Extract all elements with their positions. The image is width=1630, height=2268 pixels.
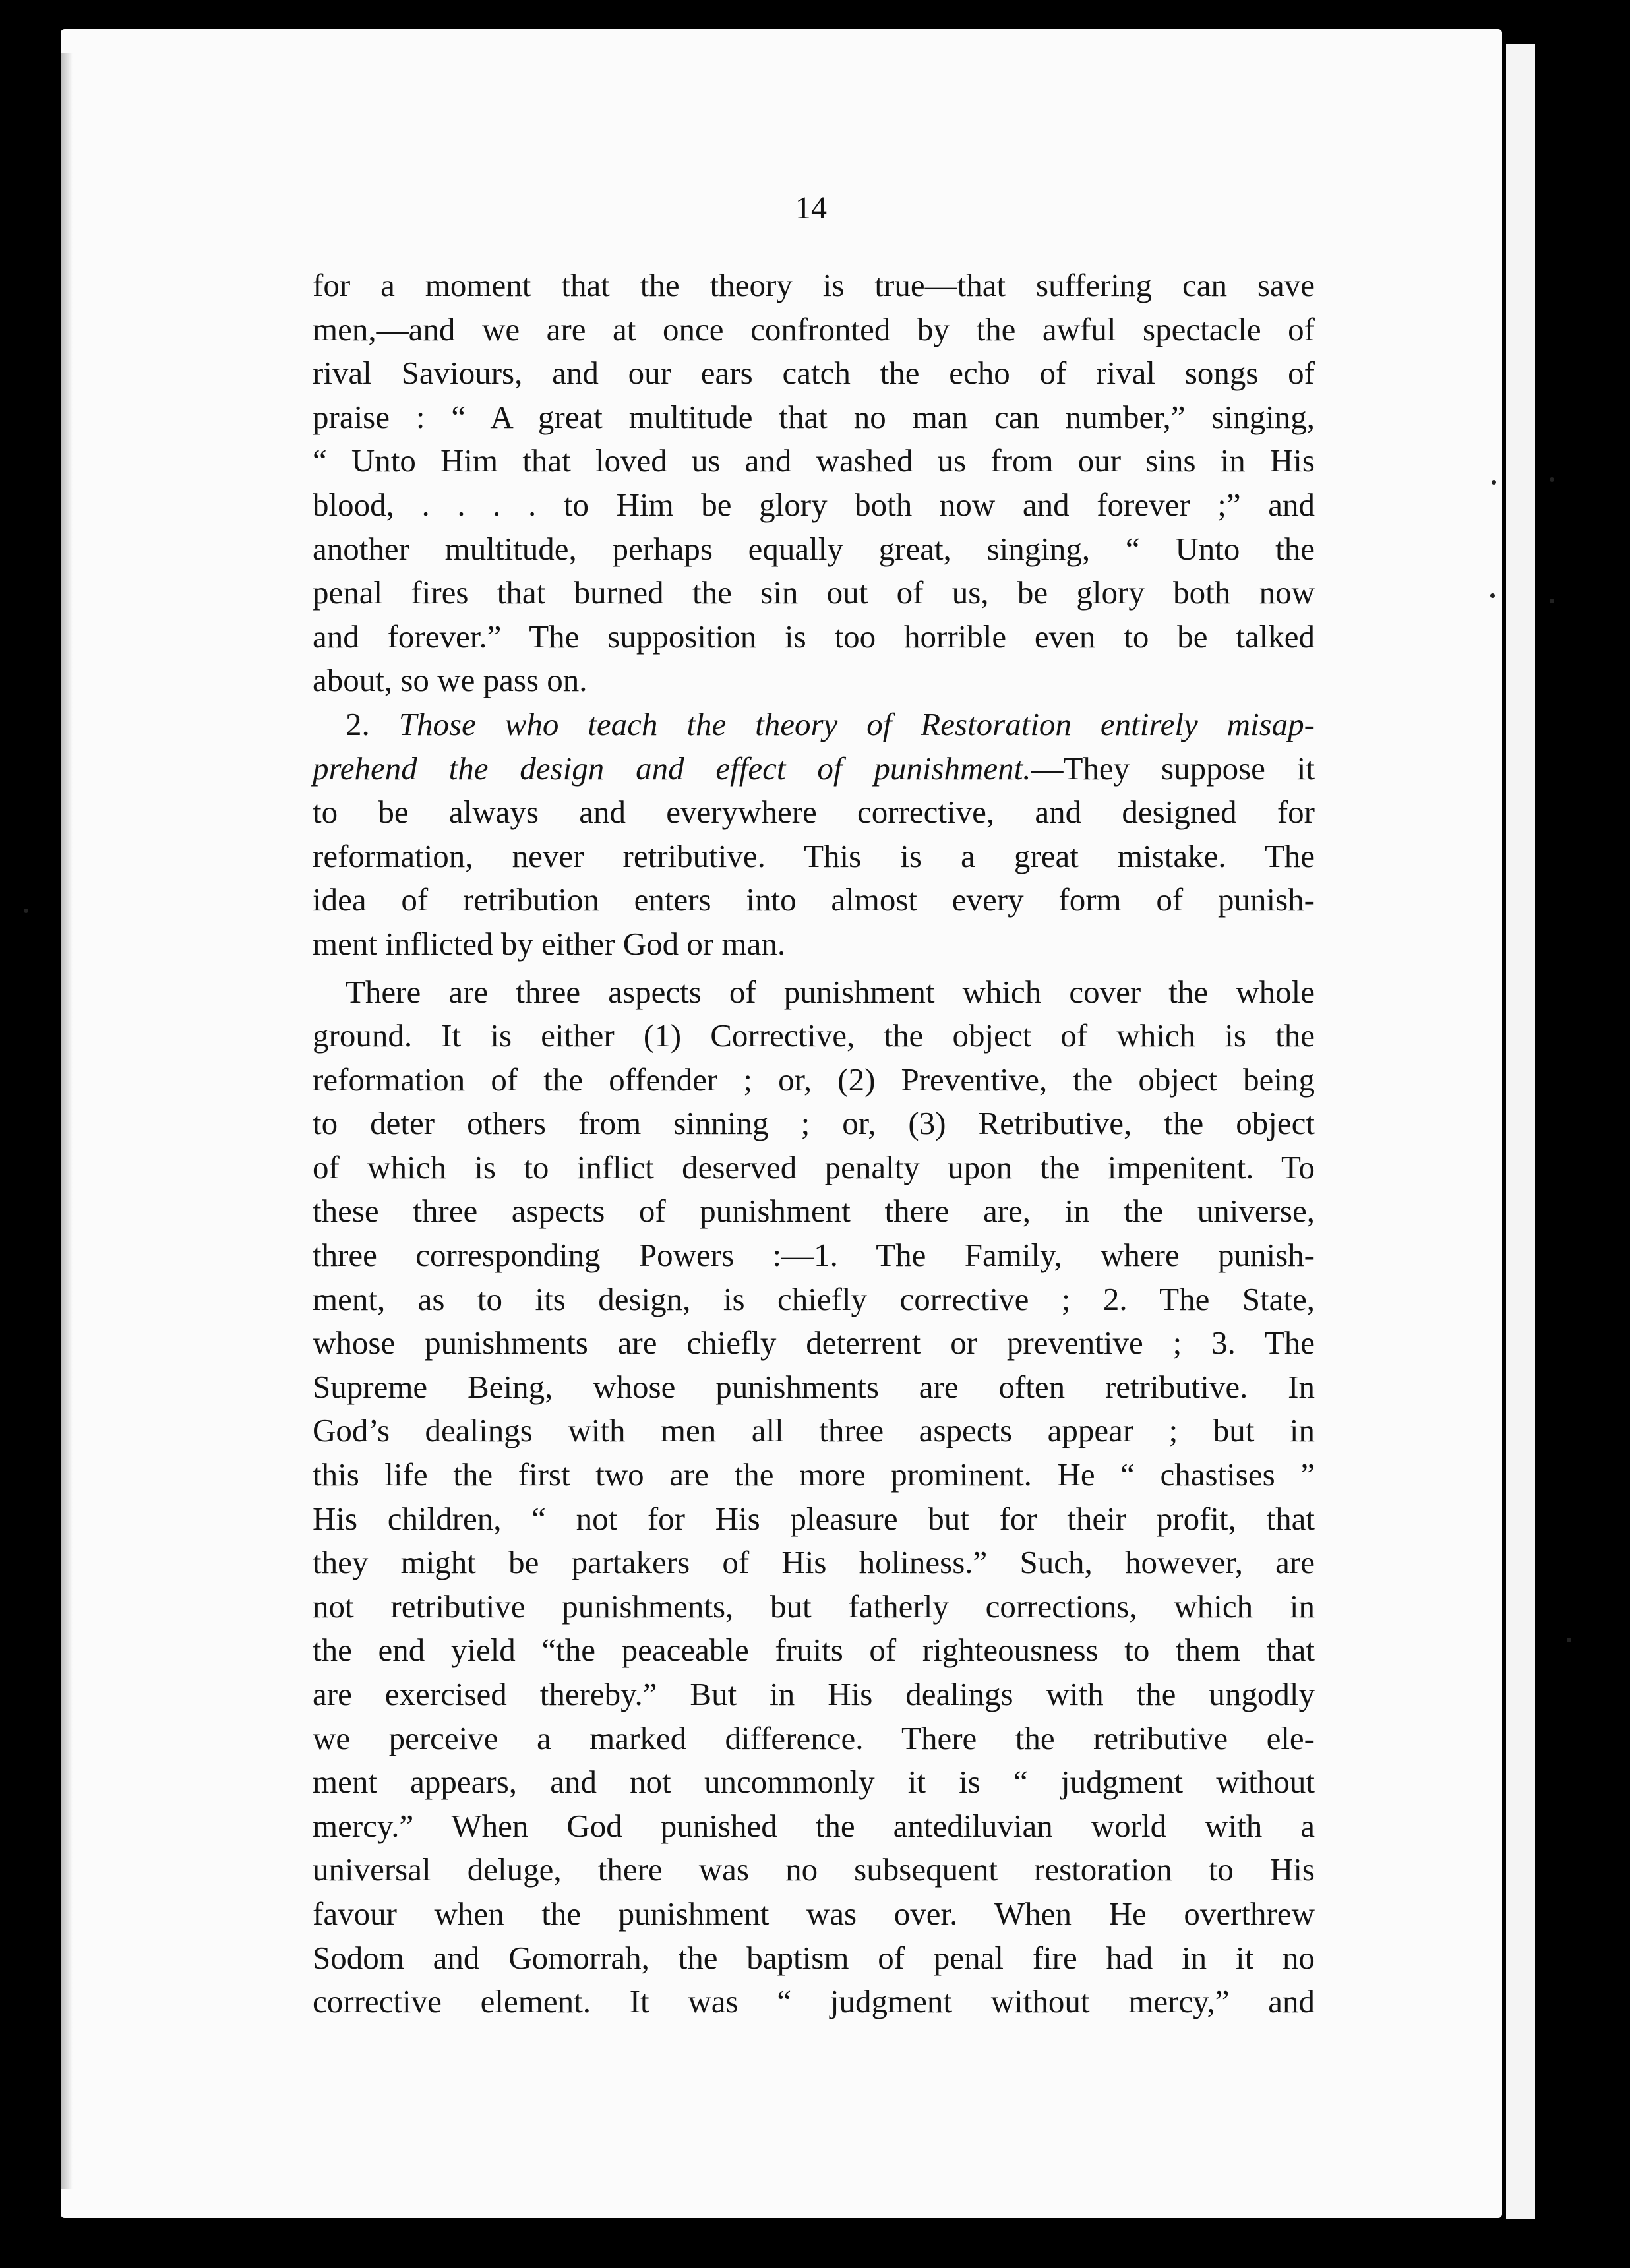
text-line: another multitude, perhaps equally great, singing, “ Unto the (313, 530, 1315, 567)
text-line: three corresponding Powers :—1. The Family, where punish- (313, 1237, 1315, 1274)
text-line: There are three aspects of punishment which cover the whole (346, 973, 1315, 1010)
text-line: they might be partakers of His holiness.” Such, however, are (313, 1544, 1315, 1581)
text-line: God’s dealings with men all three aspects appear ; but in (313, 1412, 1315, 1449)
text-line: to be always and everywhere corrective, and designed for (313, 794, 1315, 831)
text-line: corrective element. It was “ judgment without mercy,” and (313, 1983, 1315, 2020)
text-line: mercy.” When God punished the antediluvian world with a (313, 1807, 1315, 1844)
text-line: for a moment that the theory is true—that suffering can save (313, 267, 1315, 303)
text-line: favour when the punishment was over. When He overthrew (313, 1895, 1315, 1932)
text-run: —They suppose it (1031, 750, 1315, 787)
italic-heading: prehend the design and effect of punishment. (313, 750, 1031, 787)
text-line: about, so we pass on. (313, 662, 588, 699)
text-line: ment appears, and not uncommonly it is “ judgment without (313, 1764, 1315, 1801)
text-line: we perceive a marked difference. There the retributive ele- (313, 1719, 1315, 1756)
paragraph-2-heading-line (313, 703, 1315, 747)
text-line: idea of retribution enters into almost every form of punish- (313, 881, 1315, 918)
scan-speck (1492, 480, 1496, 485)
text-line: not retributive punishments, but fatherly corrections, which in (313, 1588, 1315, 1625)
text-line: ment, as to its design, is chiefly corrective ; 2. The State, (313, 1280, 1315, 1317)
text-line: whose punishments are chiefly deterrent or preventive ; 3. The (313, 1325, 1315, 1361)
text-line: universal deluge, there was no subsequent restoration to His (313, 1851, 1315, 1888)
text-line: ground. It is either (1) Corrective, the object of which is the (313, 1017, 1315, 1054)
text-line: this life the first two are the more prominent. He “ chastises ” (313, 1456, 1315, 1493)
scan-speck (1550, 477, 1554, 482)
text-line: of which is to inflict deserved penalty upon the impenitent. To (313, 1149, 1315, 1185)
text-line: ment inflicted by either God or man. (313, 925, 786, 962)
scan-speck (1490, 593, 1495, 598)
text-line: reformation of the offender ; or, (2) Preventive, the object being (313, 1061, 1315, 1098)
text-line: reformation, never retributive. This is a great mistake. The (313, 837, 1315, 874)
italic-heading: Those who teach the theory of Restoration entirely misap- (398, 705, 1315, 742)
text-line: and forever.” The supposition is too horrible even to be talked (313, 618, 1315, 655)
text-line: men,—and we are at once confronted by the awful spectacle of (313, 311, 1315, 347)
paragraph-number: 2. (346, 705, 370, 742)
scan-speck (24, 909, 28, 913)
text-line: praise : “ A great multitude that no man can number,” singing, (313, 398, 1315, 435)
text-line: are exercised thereby.” But in His dealings with the ungodly (313, 1676, 1315, 1712)
text-line: these three aspects of punishment there are, in the universe, (313, 1193, 1315, 1230)
text-line: rival Saviours, and our ears catch the echo of rival songs of (313, 355, 1315, 392)
paragraph-2-heading-line (313, 747, 1315, 791)
body-text (313, 264, 1315, 2024)
scan-speck (1567, 1638, 1571, 1642)
text-line: blood, . . . . to Him be glory both now and forever ;” and (313, 486, 1315, 523)
page-number: 14 (795, 191, 827, 225)
text-line: the end yield “the peaceable fruits of righteousness to them that (313, 1632, 1315, 1669)
next-page-edge (1506, 44, 1535, 2219)
text-line: “ Unto Him that loved us and washed us from our sins in His (313, 442, 1315, 479)
text-line: His children, “ not for His pleasure but for their profit, that (313, 1500, 1315, 1537)
text-line: penal fires that burned the sin out of us, be glory both now (313, 574, 1315, 611)
text-line: to deter others from sinning ; or, (3) Retributive, the object (313, 1105, 1315, 1142)
page-gutter-shadow (61, 53, 73, 2189)
scan-speck (1550, 599, 1554, 603)
text-line: Supreme Being, whose punishments are often retributive. In (313, 1368, 1315, 1405)
text-line: Sodom and Gomorrah, the baptism of penal fire had in it no (313, 1939, 1315, 1976)
